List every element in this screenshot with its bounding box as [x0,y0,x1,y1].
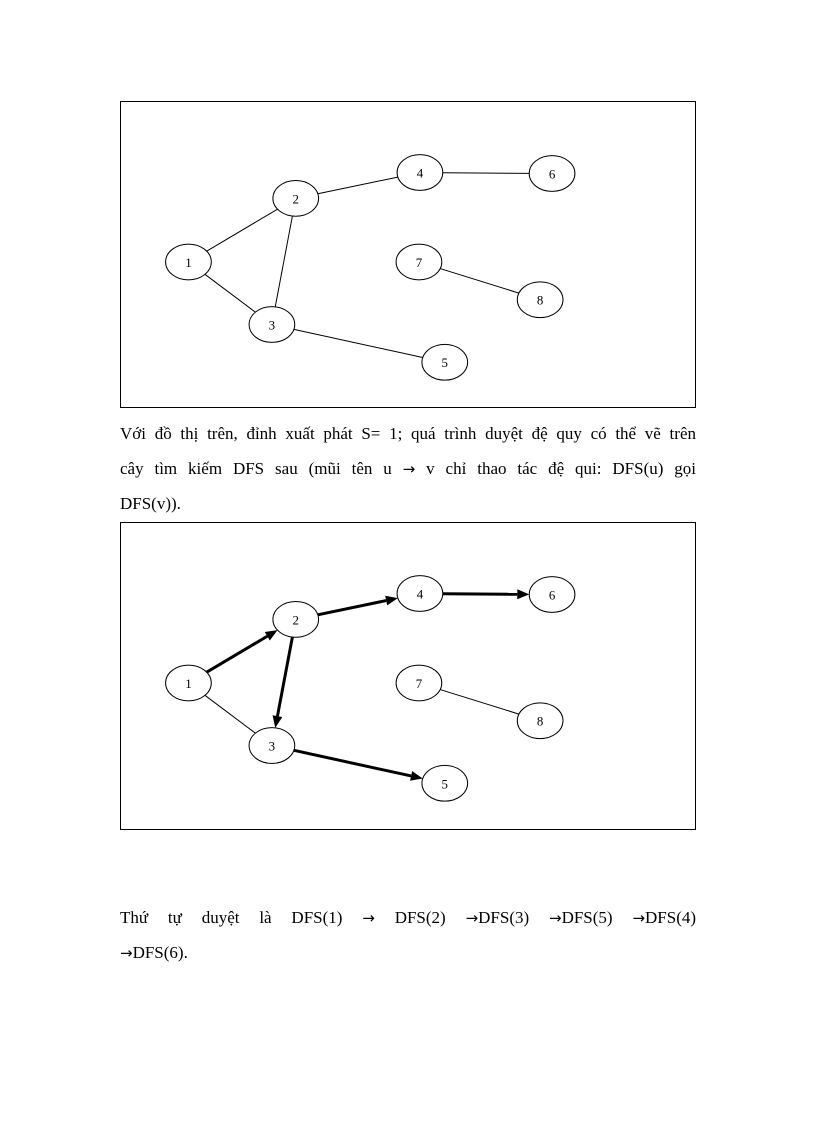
node-label: 5 [441,355,448,371]
node-label: 7 [415,254,423,270]
dfs-arrow-4-6 [443,589,529,599]
dfs-arrow-2-4 [318,596,398,615]
graph-1-svg [121,102,697,407]
node-label: 8 [536,292,544,308]
graph-node-3 [249,728,295,764]
node-label: 4 [416,165,424,181]
graph-figure-1 [120,101,696,408]
node-label: 3 [268,317,276,333]
graph-node-2 [273,180,319,216]
traversal-order-paragraph [120,900,696,970]
dfs-tree-svg [121,523,697,829]
graph-node-7 [396,665,442,701]
graph-node-3 [249,307,295,343]
node-label: 1 [185,675,192,691]
description-paragraph [120,416,696,521]
description-line-2: cây tìm kiếm DFS sau (mũi tên u → v chỉ thao tác đệ qui: DFS(u) gọi [120,459,697,478]
node-label: 6 [548,587,556,603]
dfs-tree-figure [120,522,696,830]
traversal-line-2: →DFS(6). [120,943,188,962]
graph-edge-7-8 [440,690,519,715]
node-label: 8 [536,713,544,729]
description-line-1: Với đồ thị trên, đỉnh xuất phát S= 1; quá trình duyệt đệ quy có thể vẽ trên [120,424,696,443]
graph-node-4 [397,155,443,191]
graph-edge-2-3 [275,216,292,307]
dfs-arrow-1-2 [207,630,278,672]
node-label: 7 [415,675,423,691]
node-label: 2 [292,612,299,628]
node-label: 4 [416,586,424,602]
graph-node-5 [422,344,468,380]
graph-edge-1-3 [205,274,255,312]
graph-node-8 [517,703,563,739]
arrow-glyph: → [402,460,416,478]
dfs-arrow-3-5 [294,750,423,780]
graph-edge-4-6 [443,173,529,174]
graph-node-4 [397,576,443,612]
graph-edge-1-3 [205,695,255,733]
graph-edge-1-2 [207,209,278,251]
graph-node-1 [166,244,212,280]
node-label: 3 [268,738,276,754]
node-label: 5 [441,776,448,792]
graph-node-7 [396,244,442,280]
graph-edge-7-8 [440,269,519,294]
traversal-line-1: Thứ tự duyệt là DFS(1) → DFS(2) →DFS(3) →DFS(5) →DFS(4) [120,908,697,927]
node-label: 2 [292,191,299,207]
graph-node-2 [273,601,319,637]
graph-edge-3-5 [294,329,423,357]
graph-node-6 [529,577,575,613]
graph-node-5 [422,765,468,801]
dfs-arrow-2-3 [273,637,293,728]
graph-node-8 [517,282,563,318]
graph-node-1 [166,665,212,701]
graph-node-6 [529,156,575,192]
graph-edge-2-4 [318,177,398,194]
node-label: 1 [185,254,192,270]
description-line-3: DFS(v)). [120,494,181,513]
node-label: 6 [548,166,556,182]
